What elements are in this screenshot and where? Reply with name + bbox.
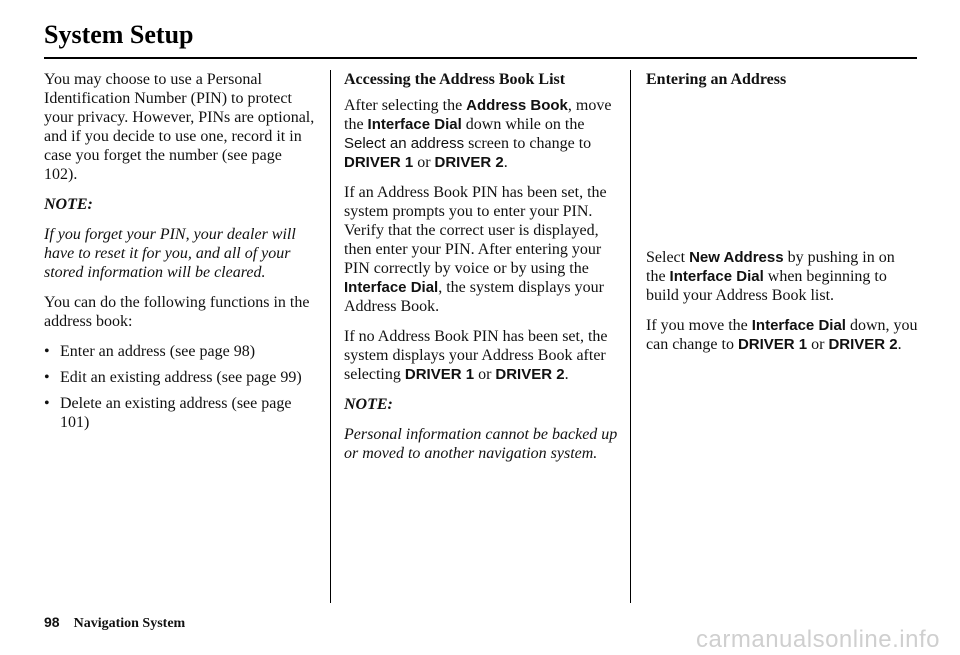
bullet: • [44,395,50,412]
entering-paragraph-2: If you move the Interface Dial down, you can change to DRIVER 1 or DRIVER 2. [646,317,918,353]
driver-2-term: DRIVER 2 [828,336,898,353]
pin-intro-paragraph: You may choose to use a Personal Identification Number (PIN) to protect your privacy. However, PINs are optional, and if you decide to use one, record it in case you forget the number (see page 102). [44,71,315,183]
address-book-term: Address Book [466,97,568,114]
list-item [44,342,316,361]
list-item [44,368,316,387]
column-entering-address [646,70,918,365]
footer-section-label: Navigation System [73,616,186,631]
accessing-paragraph-1: After selecting the Address Book, move the Interface Dial down while on the Select an address screen to change to DRIVER 1 or DRIVER 2. [344,97,612,171]
watermark: carmanualsonline.info [696,626,940,653]
driver-1-term: DRIVER 1 [737,336,808,353]
functions-list [44,342,316,432]
page-title: System Setup [44,20,194,49]
driver-2-term: DRIVER 2 [434,154,504,171]
bullet: • [44,369,50,386]
interface-dial-term: Interface Dial [751,317,846,334]
column-divider-1 [330,70,331,603]
section-heading: Accessing the Address Book List [344,71,566,88]
note-label: NOTE: [344,396,393,413]
note-text: If you forget your PIN, your dealer will have to reset it for you, and all of your stored information will be cleared. [44,226,296,281]
list-item-text: Edit an existing address (see page 99) [60,369,302,386]
figure-placeholder [646,96,918,248]
list-item-text: Enter an address (see page 98) [60,343,256,360]
select-address-term: Select an address [344,135,465,152]
interface-dial-term: Interface Dial [344,279,439,296]
note-text: Personal information cannot be backed up or moved to another navigation system. [344,426,618,462]
entering-paragraph-1: Select New Address by pushing in on the Interface Dial when beginning to build your Address Book list. [646,249,895,304]
column-divider-2 [630,70,631,603]
page-number: 98 [44,614,60,630]
accessing-paragraph-2: If an Address Book PIN has been set, the system prompts you to enter your PIN. Verify that the correct user is displayed, then enter your PIN. After entering your PIN correctly by voice or by using the Interface Dial, the system displays your Address Book. [344,184,607,315]
column-accessing-address-book [344,70,619,474]
interface-dial-term: Interface Dial [669,268,764,285]
driver-1-term: DRIVER 1 [404,366,475,383]
note-label: NOTE: [44,196,93,213]
bullet: • [44,343,50,360]
page-footer [44,614,185,632]
driver-2-term: DRIVER 2 [495,366,565,383]
column-pin-info [44,70,316,439]
interface-dial-term: Interface Dial [367,116,462,133]
list-item-text: Delete an existing address (see page 101) [60,395,292,431]
accessing-paragraph-3: If no Address Book PIN has been set, the system displays your Address Book after selecting DRIVER 1 or DRIVER 2. [344,328,608,383]
list-item [44,394,316,432]
driver-1-term: DRIVER 1 [344,154,414,171]
new-address-term: New Address [689,249,784,266]
functions-intro: You can do the following functions in the address book: [44,294,310,330]
section-heading: Entering an Address [646,71,787,88]
header-rule [44,57,917,59]
